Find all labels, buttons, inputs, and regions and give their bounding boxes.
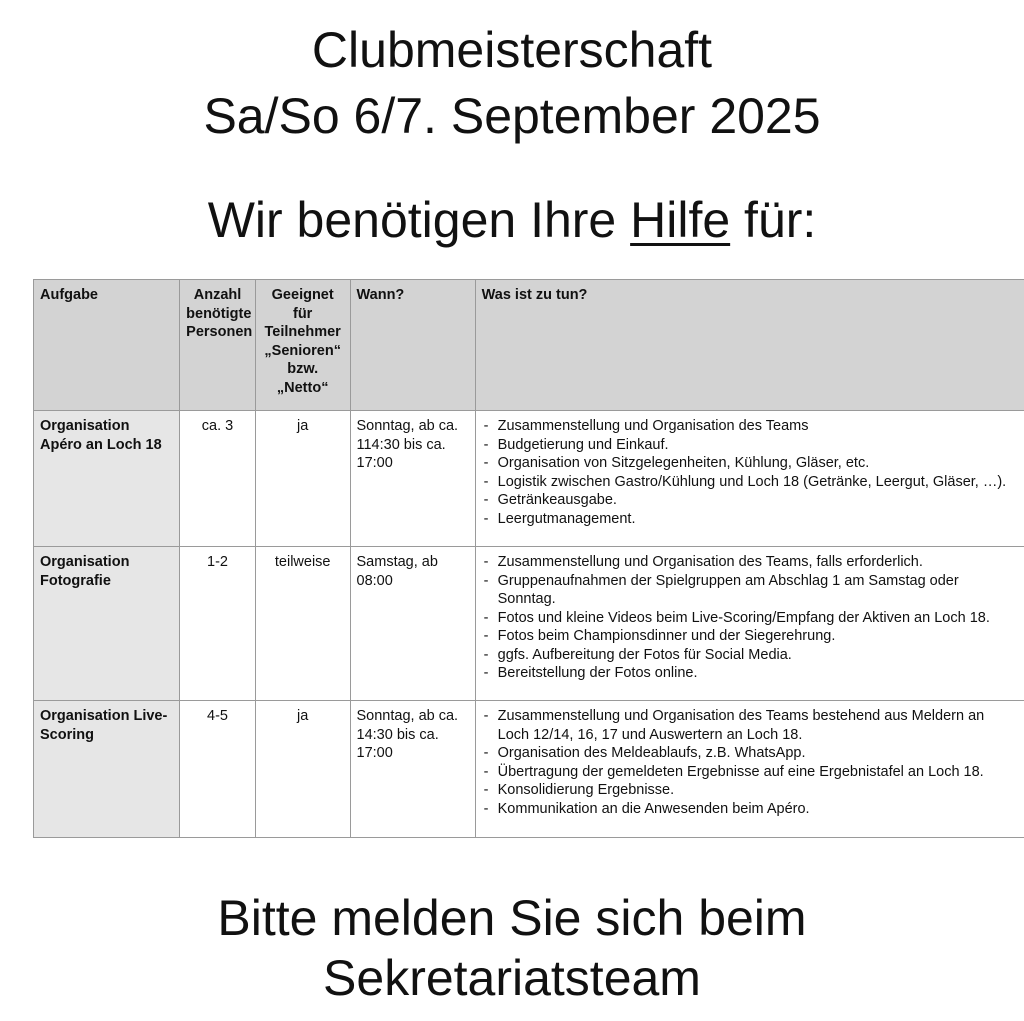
suitable-cell: ja <box>255 701 350 838</box>
contact-line-2: Sekretariatsteam <box>323 950 701 1006</box>
persons-cell: ca. 3 <box>180 411 256 547</box>
persons-cell: 4-5 <box>180 701 256 838</box>
persons-cell: 1-2 <box>180 547 256 701</box>
task-cell: Organisation Live-Scoring <box>34 701 180 838</box>
when-cell: Samstag, ab 08:00 <box>350 547 475 701</box>
table-row <box>34 701 1024 838</box>
header-geeignet: Geeignet für Teilnehmer „Senioren“ bzw. „Netto“ <box>255 280 350 411</box>
todo-item: - Kommunikation an die Anwesenden beim Apéro. <box>482 800 1020 819</box>
task-cell: Organisation Apéro an Loch 18 <box>34 411 180 547</box>
table-header-row <box>34 280 1024 411</box>
todo-item: - ggfs. Aufbereitung der Fotos für Social Media. <box>482 646 1020 665</box>
contact-line-1: Bitte melden Sie sich beim <box>217 890 807 946</box>
todo-item: - Zusammenstellung und Organisation des Teams bestehend aus Meldern an Loch 12/14, 16, 17 und Auswertern an Loch 18. <box>482 707 1020 744</box>
table-row <box>34 547 1024 701</box>
todo-item: - Getränkeausgabe. <box>482 491 1020 510</box>
when-cell: Sonntag, ab ca. 14:30 bis ca. 17:00 <box>350 701 475 838</box>
todo-item: - Logistik zwischen Gastro/Kühlung und Loch 18 (Getränke, Leergut, Gläser, …). <box>482 473 1020 492</box>
todo-cell <box>475 411 1024 547</box>
todo-item: - Übertragung der gemeldeten Ergebnisse auf eine Ergebnistafel an Loch 18. <box>482 763 1020 782</box>
todo-list <box>482 417 1020 528</box>
table-row <box>34 411 1024 547</box>
tasks-table <box>33 279 1024 838</box>
header-was: Was ist zu tun? <box>475 280 1024 411</box>
when-cell: Sonntag, ab ca. 114:30 bis ca. 17:00 <box>350 411 475 547</box>
todo-item: - Zusammenstellung und Organisation des Teams <box>482 417 1020 436</box>
task-cell: Organisation Fotografie <box>34 547 180 701</box>
todo-list <box>482 553 1020 683</box>
todo-item: - Konsolidierung Ergebnisse. <box>482 781 1020 800</box>
header-wann: Wann? <box>350 280 475 411</box>
todo-list <box>482 707 1020 818</box>
help-suffix: für: <box>730 192 817 248</box>
todo-cell <box>475 701 1024 838</box>
todo-item: - Budgetierung und Einkauf. <box>482 436 1020 455</box>
todo-item: - Fotos beim Championsdinner und der Siegerehrung. <box>482 627 1020 646</box>
suitable-cell: teilweise <box>255 547 350 701</box>
tasks-table-container <box>33 279 1024 855</box>
help-prefix: Wir benötigen Ihre <box>207 192 631 248</box>
todo-item: - Organisation des Meldeablaufs, z.B. WhatsApp. <box>482 744 1020 763</box>
help-word: Hilfe <box>630 192 731 248</box>
event-date: Sa/So 6/7. September 2025 <box>203 88 821 144</box>
todo-item: - Gruppenaufnahmen der Spielgruppen am Abschlag 1 am Samstag oder Sonntag. <box>482 572 1020 609</box>
event-title: Clubmeisterschaft <box>311 22 713 78</box>
todo-item: - Organisation von Sitzgelegenheiten, Kühlung, Gläser, etc. <box>482 454 1020 473</box>
todo-item: - Bereitstellung der Fotos online. <box>482 664 1020 683</box>
todo-item: - Leergutmanagement. <box>482 510 1020 529</box>
todo-item: - Zusammenstellung und Organisation des Teams, falls erforderlich. <box>482 553 1020 572</box>
header-aufgabe: Aufgabe <box>34 280 180 411</box>
suitable-cell: ja <box>255 411 350 547</box>
header-anzahl: Anzahl benötigte Personen <box>180 280 256 411</box>
help-heading <box>0 192 1024 248</box>
todo-item: - Fotos und kleine Videos beim Live-Scoring/Empfang der Aktiven an Loch 18. <box>482 609 1020 628</box>
todo-cell <box>475 547 1024 701</box>
